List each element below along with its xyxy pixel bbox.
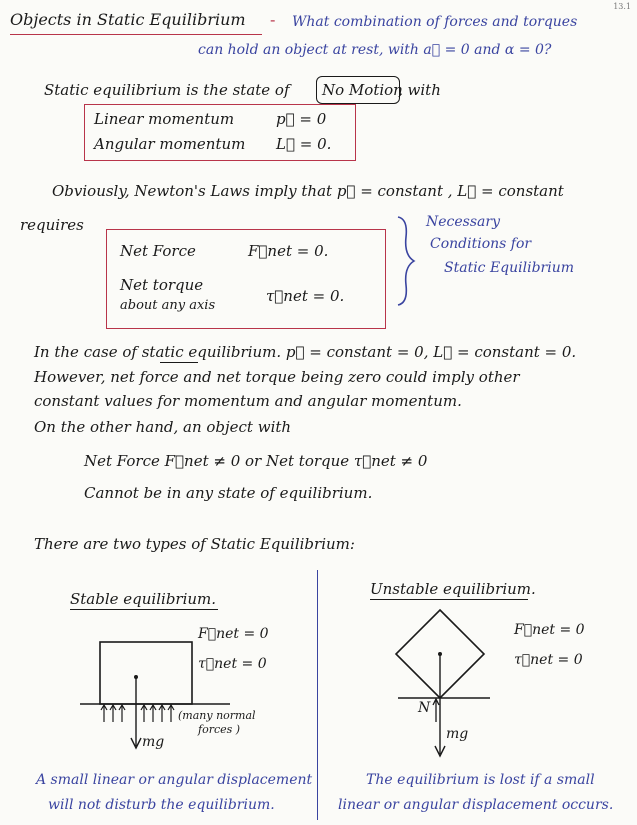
title-dash: - xyxy=(270,10,276,29)
paragraph-line-4: On the other hand, an object with xyxy=(34,418,292,436)
stable-normal-note-2: forces ) xyxy=(198,723,241,736)
side-brace-icon xyxy=(394,215,418,307)
paragraph-line-1: In the case of static equilibrium. p⃗ = constant = 0, L⃗ = constant = 0. xyxy=(34,343,577,361)
side-note-1: Necessary xyxy=(426,214,500,230)
types-heading: There are two types of Static Equilibrium: xyxy=(34,535,355,553)
stable-tnet: τ⃗net = 0 xyxy=(198,656,267,672)
unstable-heading: Unstable equilibrium. xyxy=(370,580,536,598)
unstable-tnet: τ⃗net = 0 xyxy=(514,652,583,668)
stable-caption-1: A small linear or angular displacement xyxy=(36,772,313,788)
not-equilibrium-line-1: Net Force F⃗net ≠ 0 or Net torque τ⃗net ≠ 0 xyxy=(84,452,428,470)
stable-block-diagram xyxy=(80,630,250,760)
question-line-1: What combination of forces and torques xyxy=(292,14,578,30)
unstable-n-label: N xyxy=(418,700,431,716)
momentum-label-angular: Angular momentum xyxy=(94,135,246,153)
momentum-label-linear: Linear momentum xyxy=(94,110,235,128)
unstable-caption-2: linear or angular displacement occurs. xyxy=(338,797,614,813)
definition-boxed: No Motion xyxy=(322,81,403,99)
stable-normal-note-1: (many normal xyxy=(178,709,256,722)
stable-mg: mg xyxy=(142,734,165,750)
not-equilibrium-line-2: Cannot be in any state of equilibrium. xyxy=(84,484,373,502)
unstable-heading-underline xyxy=(370,599,528,600)
condition-force-eq: F⃗net = 0. xyxy=(248,242,329,260)
title-underline xyxy=(10,34,262,35)
condition-torque-label: Net torque xyxy=(120,276,204,294)
momentum-eq-angular: L⃗ = 0. xyxy=(276,135,332,153)
unstable-mg: mg xyxy=(446,726,469,742)
momentum-eq-linear: p⃗ = 0 xyxy=(276,110,327,128)
newton-line: Obviously, Newton's Laws imply that p⃗ = constant , L⃗ = constant xyxy=(52,182,564,200)
paragraph-line-3: constant values for momentum and angular momentum. xyxy=(34,392,462,410)
stable-fnet: F⃗net = 0 xyxy=(198,626,269,642)
condition-torque-eq: τ⃗net = 0. xyxy=(266,287,345,305)
unstable-fnet: F⃗net = 0 xyxy=(514,622,585,638)
side-note-2: Conditions for xyxy=(430,236,532,252)
stable-heading-underline xyxy=(70,609,218,610)
condition-force-label: Net Force xyxy=(120,242,196,260)
paragraph-line-2: However, net force and net torque being zero could imply other xyxy=(34,368,520,386)
static-underline xyxy=(160,362,198,363)
definition-suffix: , with xyxy=(398,81,441,99)
page-number: 13.1 xyxy=(613,2,631,11)
side-note-3: Static Equilibrium xyxy=(444,260,575,276)
question-line-2: can hold an object at rest, with a⃗ = 0 and α = 0? xyxy=(198,42,552,58)
condition-torque-sublabel: about any axis xyxy=(120,298,216,313)
stable-caption-2: will not disturb the equilibrium. xyxy=(48,797,275,813)
unstable-caption-1: The equilibrium is lost if a small xyxy=(366,772,595,788)
page-title: Objects in Static Equilibrium xyxy=(10,10,246,29)
stable-heading: Stable equilibrium. xyxy=(70,590,217,608)
column-divider xyxy=(317,570,318,820)
definition-text: Static equilibrium is the state of xyxy=(44,81,290,99)
no-motion-box xyxy=(316,76,400,104)
requires-text: requires xyxy=(20,216,84,234)
